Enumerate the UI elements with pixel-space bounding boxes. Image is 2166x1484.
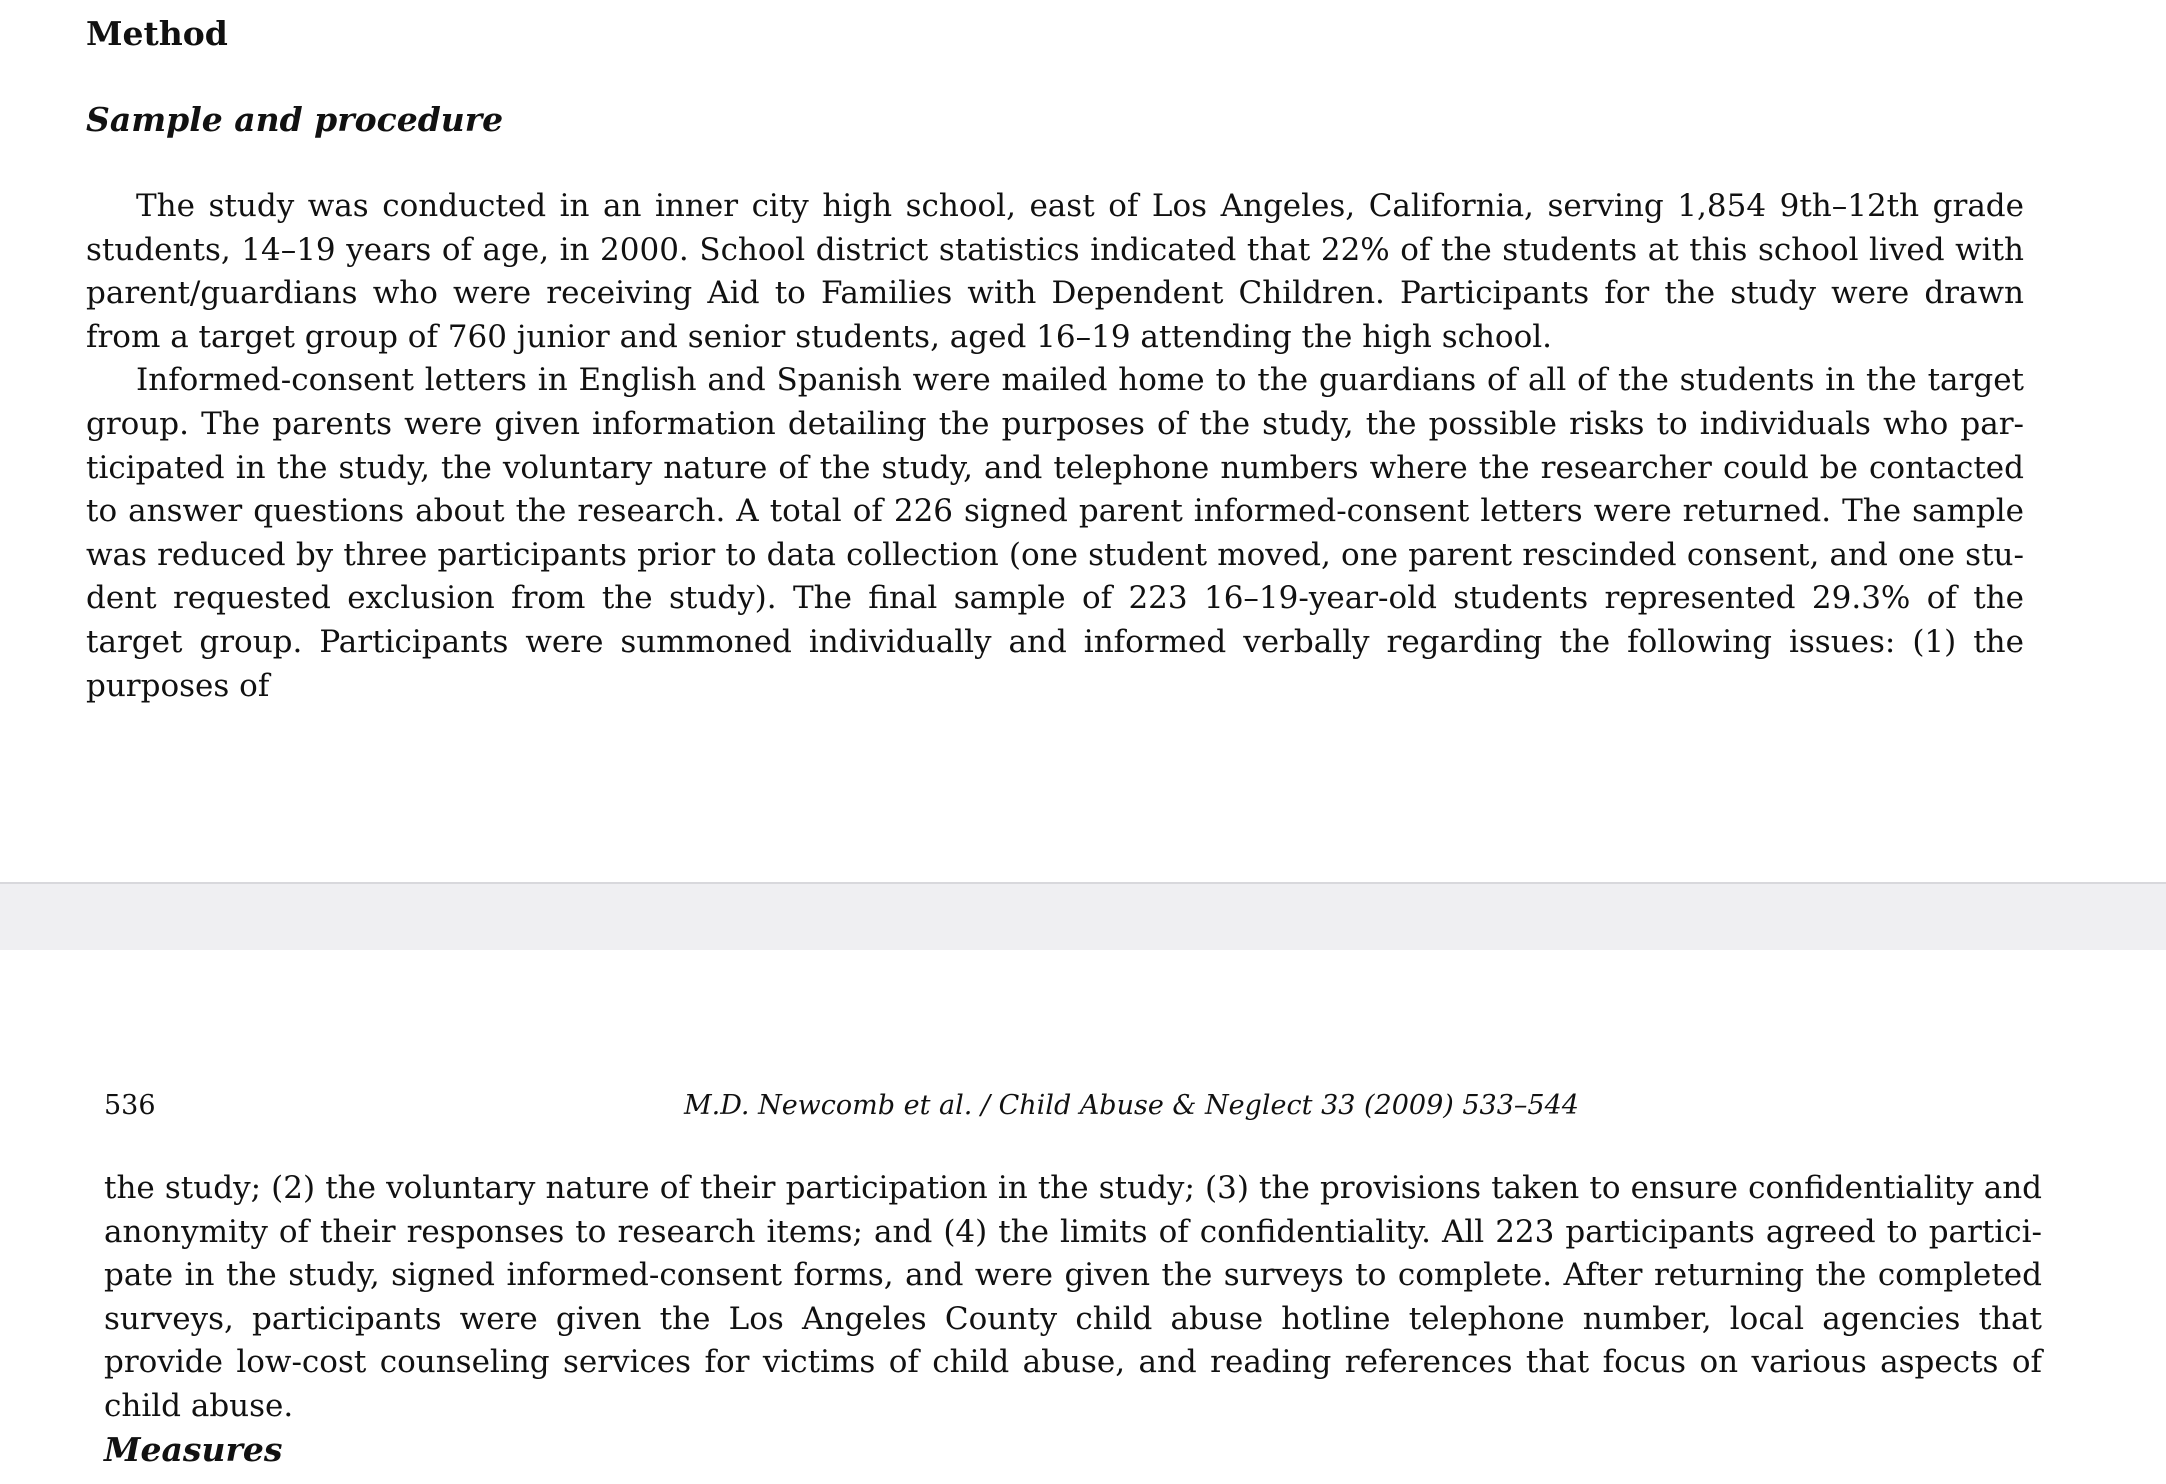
paragraph: Informed-consent letters in English and Spanish were mailed home to the guardians of all of the students in the target group. The parents were given information detailing the purposes of the study, the possible risks to individuals who participated in the study, the voluntary nature of the study, and telephone numbers where the researcher could be contacted to answer questions about the research. A total of 226 signed parent informed-consent letters were returned. The sample was reduced by three participants prior to data collection (one student moved, one parent rescinded consent, and one student requested exclusion from the study). The final sample of 223 16–19-year-old students represented 29.3% of the target group. Participants were summoned individually and informed verbally regarding the following issues: (1) the purposes of xyxy=(86,362,2024,704)
paragraph: The study was conducted in an inner city high school, east of Los Angeles, California, serving 1,854 9th–12th grade students, 14–19 years of age, in 2000. School district statistics indicated that 22% of the students at this school lived with parent/guardians who were receiving Aid to Families with Dependent Children. Participants for the study were drawn from a target group of 760 junior and senior students, aged 16–19 attending the high school. xyxy=(86,188,2024,355)
text-block-sample-procedure xyxy=(86,185,2024,708)
running-head: M.D. Newcomb et al. / Child Abuse & Neglect 33 (2009) 533–544 xyxy=(684,1090,1579,1121)
section-heading-method: Method xyxy=(86,14,228,53)
page-separator xyxy=(0,882,2166,952)
page-number: 536 xyxy=(104,1090,156,1121)
subheading-measures: Measures xyxy=(104,1430,283,1469)
paragraph: the study; (2) the voluntary nature of their participation in the study; (3) the provisions taken to ensure confidentiality and anonymity of their responses to research items; and (4) the limits of confidentiality. All 223 participants agreed to participate in the study, signed informed-consent forms, and were given the surveys to complete. After returning the completed surveys, participants were given the Los Angeles County child abuse hotline telephone number, local agencies that provide low-cost counseling services for victims of child abuse, and reading references that focus on various aspects of child abuse. xyxy=(104,1170,2042,1424)
page-header xyxy=(104,1088,2042,1124)
text-block-continuation xyxy=(104,1167,2042,1429)
subheading-sample-procedure: Sample and procedure xyxy=(86,100,504,139)
